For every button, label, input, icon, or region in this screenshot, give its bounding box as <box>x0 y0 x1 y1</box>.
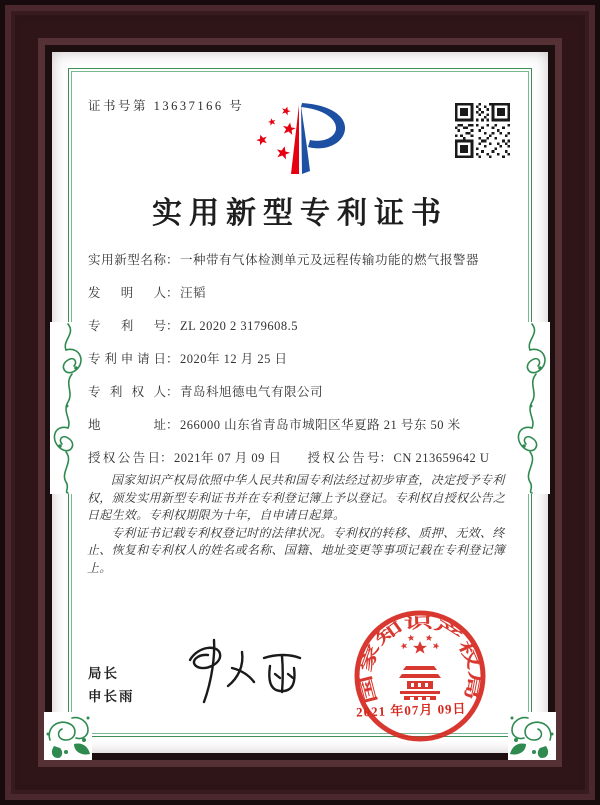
field-label: 发明人 <box>88 286 166 300</box>
field-value: CN 213659642 U <box>393 451 490 465</box>
field-value: 2021年 07 月 09 日 <box>174 451 282 465</box>
cnipa-logo <box>242 95 358 185</box>
director-title: 局长 <box>88 666 119 681</box>
qr-code-image <box>455 103 510 158</box>
director-name: 申长雨 <box>88 689 135 704</box>
field-value: 266000 山东省青岛市城阳区华夏路 21 号东 50 米 <box>180 418 461 432</box>
field-value: 汪韬 <box>180 286 207 300</box>
right-flourish-ornament <box>514 322 550 494</box>
bottom-left-corner-ornament <box>44 712 92 760</box>
field-row-patent-number <box>88 316 518 349</box>
field-row-filing-date <box>88 349 518 382</box>
field-value: 青岛科旭德电气有限公司 <box>180 385 324 399</box>
floral-corner-icon <box>44 712 92 760</box>
field-row-patentee <box>88 382 518 415</box>
flourish-icon <box>50 322 86 494</box>
field-value: 2020年 12 月 25 日 <box>180 352 288 366</box>
flourish-icon <box>514 322 550 494</box>
field-colon: ： <box>166 286 179 300</box>
certificate-fields <box>88 250 518 481</box>
field-value: 一种带有气体检测单元及远程传输功能的燃气报警器 <box>180 253 480 267</box>
field-colon: ： <box>166 385 179 399</box>
field-row-name <box>88 250 518 283</box>
field-colon: ： <box>379 451 393 465</box>
field-colon: ： <box>166 253 179 267</box>
cnipa-logo-icon <box>242 95 358 185</box>
field-colon: ： <box>166 352 179 366</box>
legal-paragraph-1: 国家知识产权局依照中华人民共和国专利法经过初步审查，决定授予专利权，颁发实用新型专利证书并在专利登记簿上予以登记。专利权自授权公告之日起生效。专利权期限为十年，自申请日起算。 <box>87 473 506 522</box>
field-label: 专利权人 <box>88 385 166 399</box>
seal-date: 2021 年07月 09日 <box>355 700 467 720</box>
field-colon: ： <box>160 451 173 465</box>
field-label: 实用新型名称 <box>88 253 166 267</box>
field-label: 地址 <box>88 418 166 432</box>
certificate-title: 实用新型专利证书 <box>152 197 448 230</box>
floral-corner-icon <box>508 712 556 760</box>
director-signature <box>168 634 320 716</box>
field-colon: ： <box>166 319 179 333</box>
qr-code-icon <box>455 103 510 158</box>
national-emblem-seal-icon <box>350 606 490 746</box>
field-value: ZL 2020 2 3179608.5 <box>180 319 299 333</box>
legal-paragraph-2: 专利证书记载专利权登记时的法律状况。专利权的转移、质押、无效、终止、恢复和专利权人的姓名或名称、国籍、地址变更等事项记载在专利登记簿上。 <box>87 525 506 575</box>
field-label: 授权公告号 <box>307 451 380 465</box>
field-label: 专利申请日 <box>88 352 166 366</box>
certificate-number: 证书号第 13637166 号 <box>88 99 245 113</box>
seal-ring-text: 国家知识产权局 <box>358 616 482 705</box>
legal-text <box>87 472 515 577</box>
director-block <box>88 662 135 708</box>
field-label: 专利号 <box>88 319 166 333</box>
left-flourish-ornament <box>50 322 86 494</box>
field-label: 授权公告日 <box>88 451 160 465</box>
bottom-right-corner-ornament <box>508 712 556 760</box>
signature-icon <box>168 634 320 716</box>
field-row-inventor <box>88 283 518 316</box>
field-colon: ： <box>166 418 179 432</box>
field-row-address <box>88 415 518 448</box>
official-seal <box>350 606 490 746</box>
